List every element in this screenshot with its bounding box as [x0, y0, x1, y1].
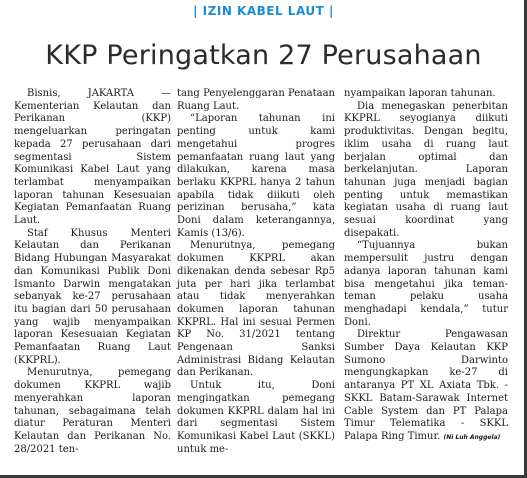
- column-3: [344, 88, 508, 445]
- headline: KKP Peringatkan 27 Perusahaan: [45, 40, 482, 71]
- paragraph: Bisnis, JAKARTA — Kementerian Kelautan dan Perikanan (KKP) mengeluarkan peringatan kepada 27 perusahaan dari segmentasi Sistem Komunikasi Kabel Laut yang terlambat menyampaikan laporan tahunan Kesesuaian Kegiatan Pemanfaatan Ruang Laut.: [14, 88, 171, 227]
- paragraph: “Tujuannya bukan mempersulit justru dengan adanya laporan tahunan kami bisa mengetahui jika teman-teman pelaku usaha menghadapi kendala,” tutur Doni.: [344, 240, 508, 328]
- paragraph: nyampaikan laporan tahunan.: [344, 88, 496, 99]
- paragraph: Menurutnya, pemegang dokumen KKPRL akan dikenakan denda sebesar Rp5 juta per hari jika terlambat atau tidak menyerahkan dokumen laporan tahunan KKPRL. Hal ini sesuai Permen KP No. 31/2021 tentang Pengenaan Sanksi Administrasi Bidang Kelautan dan Perikanan.: [177, 240, 335, 379]
- paragraph: Staf Khusus Menteri Kelautan dan Perikanan Bidang Hubungan Masyarakat dan Komunikasi Publik Doni Ismanto Darwin mengatakan sebanyak ke-27 perusahaan itu bagian dari 50 perusahaan yang wajib menyampaikan laporan Kesesuaian Kegiatan Pemanfaatan Ruang Laut (KKPRL).: [14, 227, 171, 366]
- paragraph: Dia menegaskan penerbitan KKPRL seyogianya diikuti produktivitas. Dengan begitu, iklim usaha di ruang laut berjalan optimal dan berkelanjutan. Laporan tahunan juga menjadi bagian penting untuk memastikan kegiatan usaha di ruang laut sesuai koordinat yang disepakati.: [344, 100, 508, 239]
- paragraph: [344, 329, 508, 444]
- paragraph-text: Direktur Pengawasan Sumber Daya Kelautan KKP Sumono Darwinto mengungkapkan ke-27 di antaranya PT XL Axiata Tbk. - SKKL Batam-Sarawak Internet Cable System dan PT Palapa Timur Telematika - SKKL Palapa Ring Timur.: [344, 329, 508, 442]
- paragraph: tang Penyelenggaran Penataan Ruang Laut.: [177, 88, 335, 112]
- paragraph: “Laporan tahunan ini penting untuk kami mengetahui progres pemanfaatan ruang laut yang dilakukan, karena masa berlaku KKPRL hanya 2 tahun apabila tidak diikuti oleh perizinan berusaha,” kata Doni dalam keterangannya, Kamis (13/6).: [177, 113, 335, 239]
- paragraph: Menurutnya, pemegang dokumen KKPRL wajib menyerahkan laporan tahunan, sebagaimana telah diatur Peraturan Menteri Kelautan dan Perikanan No. 28/2021 ten-: [14, 367, 171, 455]
- column-2: [177, 88, 335, 456]
- paragraph: Untuk itu, Doni mengingatkan pemegang dokumen KKPRL dalam hal ini dari segmentasi Sistem Komunikasi Kabel Laut (SKKL) untuk me-: [177, 380, 335, 455]
- author-byline: (Ni Luh Anggela): [443, 433, 501, 441]
- section-rubric: | IZIN KABEL LAUT |: [193, 4, 334, 18]
- column-1: [14, 88, 171, 456]
